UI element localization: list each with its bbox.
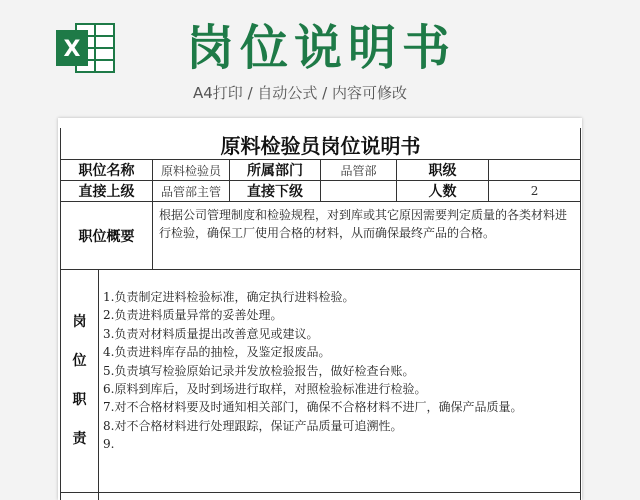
value-summary[interactable]: 根据公司管理制度和检验规程，对到库或其它原因需要判定质量的各类材料进行检验，确保工厂使用合格的材料，从而确保最终产品的合格。 [153,202,581,270]
duty-item: 5. 负责填写检验原始记录并发放检验报告，做好检查台账。 [103,363,415,378]
doc-title: 原料检验员岗位说明书 [61,128,581,160]
duty-item: 4. 负责进料库存品的抽检，及鉴定报废品。 [103,345,331,360]
label-direct-superior: 直接上级 [61,181,153,202]
duty-item: 3. 负责对材料质量提出改善意见或建议。 [103,326,319,341]
svg-text:X: X [63,37,81,62]
header [0,0,640,118]
duty-item: 7. 对不合格材料要及时通知相关部门，确保不合格材料不进厂，确保产品质量。 [103,400,523,415]
label-headcount: 人数 [397,181,489,202]
duties-label-char: 位 [72,353,87,369]
job-description-table [60,128,581,500]
main-title: 岗位说明书 [186,20,457,76]
value-direct-superior[interactable]: 品管部主管 [153,181,230,202]
value-position-name[interactable]: 原料检验员 [153,160,230,181]
duty-item: 1. 负责制定进料检验标准，确定执行进料检验。 [103,290,355,304]
label-department: 所属部门 [230,160,321,181]
label-direct-subordinate: 直接下级 [230,181,321,202]
value-headcount[interactable]: 2 [489,181,581,202]
label-duties [61,270,99,493]
excel-logo-icon [54,20,116,76]
subtitle: A4打印 / 自动公式 / 内容可修改 [193,84,407,102]
duties-label-char: 岗 [72,314,87,330]
duties-label-char: 责 [72,431,87,447]
value-rank[interactable] [489,160,581,181]
duty-item: 8. 对不合格材料进行处理跟踪，保证产品质量可追溯性。 [103,418,403,433]
duty-item: 9. [103,437,115,452]
label-rank: 职级 [397,160,489,181]
next-row-label [61,493,99,500]
duties-label-char: 职 [72,392,87,408]
label-summary: 职位概要 [61,202,153,270]
next-row-value[interactable] [99,493,581,500]
label-position-name: 职位名称 [61,160,153,181]
duty-item: 6. 原料到库后，及时到场进行取样，对照检验标准进行检验。 [103,382,427,397]
value-direct-subordinate[interactable] [321,181,397,202]
duties-list[interactable] [99,270,581,493]
value-department[interactable]: 品管部 [321,160,397,181]
duty-item: 2. 负责进料质量异常的妥善处理。 [103,308,283,323]
document-sheet [58,118,582,500]
